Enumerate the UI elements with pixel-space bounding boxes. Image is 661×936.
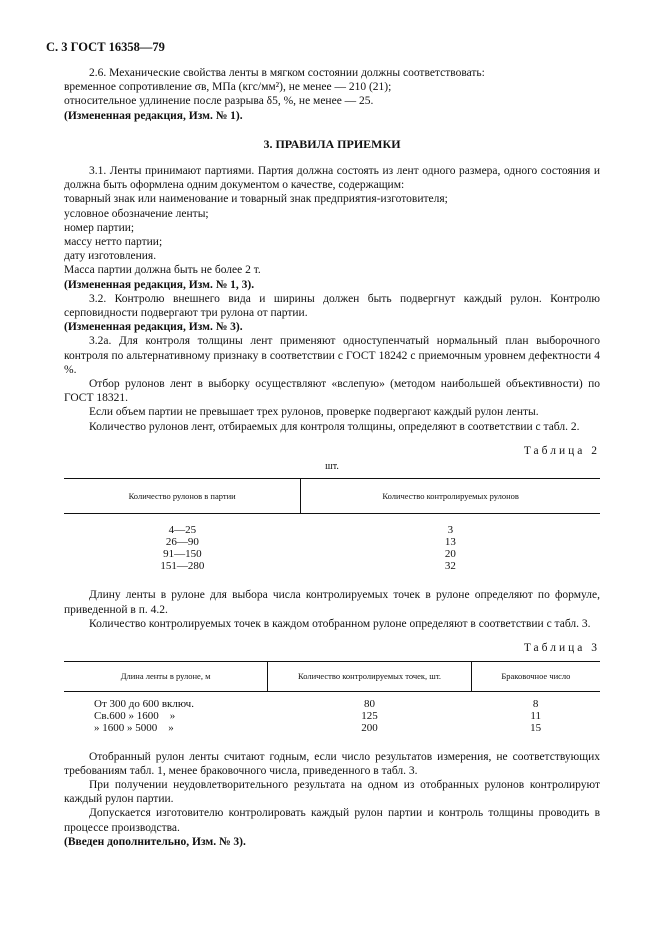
roll-length-paragraph: Длину ленты в рулоне для выбора числа контролируемых точек в рулоне определяют по формуле, приведенной в п. 4.2. xyxy=(64,589,600,616)
table-cell: 13 xyxy=(444,536,456,549)
paragraph-2-6: 2.6. Механические свойства ленты в мягком состоянии должны соответствовать: xyxy=(89,67,485,79)
amendment-note: (Измененная редакция, Изм. № 3). xyxy=(64,321,243,334)
points-count-paragraph: Количество контролируемых точек в каждом отобранном рулоне определяют в соответствии с табл. 3. xyxy=(89,617,591,630)
list-item: дату изготовления. xyxy=(64,250,157,263)
table-cell: 200 xyxy=(361,721,378,734)
table-row xyxy=(64,722,600,738)
page-header: С. 3 ГОСТ 16358—79 xyxy=(46,40,165,54)
small-batch-paragraph: Если объем партии не превышает трех рулонов, проверке подвергают каждый рулон ленты. xyxy=(89,406,539,419)
table-cell: 15 xyxy=(530,721,542,734)
unsatisfactory-result-paragraph: При получении неудовлетворительного результата на одном из отобранных рулонов контролируют каждый рулон партии. xyxy=(64,778,600,806)
list-item: номер партии; xyxy=(64,221,135,234)
section-title: 3. ПРАВИЛА ПРИЕМКИ xyxy=(263,136,401,151)
list-item: товарный знак или наименование и товарный знак предприятия-изготовителя; xyxy=(64,193,448,206)
manufacturer-control-paragraph: Допускается изготовителю контролировать каждый рулон партии и контроль толщины проводить в процессе производства. xyxy=(64,807,600,834)
table-cell: 11 xyxy=(530,709,541,722)
table-row xyxy=(64,536,600,548)
batch-mass-line: Масса партии должна быть не более 2 т. xyxy=(64,264,261,277)
table2-header-controlled: Количество контролируемых рулонов xyxy=(301,479,600,514)
paragraph-3-2a: 3.2а. Для контроля толщины лент применяют одноступенчатый нормальный план выборочного контроля по альтернативному признаку в соответствии с ГОСТ 18242 с приемочным уровнем дефектности 4 %. xyxy=(64,335,600,376)
table-cell: 26—90 xyxy=(165,536,199,549)
elongation-line: относительное удлинение после разрыва δ5, %, не менее — 25. xyxy=(64,95,374,108)
table-cell: 91—150 xyxy=(163,548,202,561)
table-cell: 3 xyxy=(447,524,454,537)
table3-header-length: Длина ленты в рулоне, м xyxy=(64,662,268,691)
amendment-note: (Измененная редакция, Изм. № 1, 3). xyxy=(64,278,255,291)
table-cell: 20 xyxy=(444,548,456,561)
table-cell: » 1600 » 5000 » xyxy=(94,721,174,734)
table-cell: 125 xyxy=(361,709,378,722)
table-row xyxy=(64,691,600,710)
table3-label: Таблица 3 xyxy=(523,642,600,655)
table-row xyxy=(64,514,600,537)
table-row xyxy=(64,710,600,722)
document-body xyxy=(64,66,600,849)
list-item: условное обозначение ленты; xyxy=(64,207,209,220)
table-cell: 151—280 xyxy=(160,560,205,573)
table2-header-batch: Количество рулонов в партии xyxy=(64,479,301,514)
table-2 xyxy=(64,478,600,576)
table-cell: 32 xyxy=(444,560,456,573)
table2-unit: шт. xyxy=(325,461,339,473)
table-row xyxy=(64,560,600,576)
table3-header-points: Количество контролируемых точек, шт. xyxy=(268,662,472,691)
accept-roll-paragraph: Отобранный рулон ленты считают годным, если число результатов измерения, не соответствующих требованиям табл. 1, менее браковочного числа, приведенного в табл. 3. xyxy=(64,750,600,777)
table-cell: 4—25 xyxy=(168,524,197,537)
paragraph-3-2: 3.2. Контролю внешнего вида и ширины должен быть подвергнут каждый рулон. Контролю серповидности подвергают три рулона от партии. xyxy=(64,292,600,320)
tensile-strength-line: временное сопротивление σв, МПа (кгс/мм²), не менее — 210 (21); xyxy=(64,81,392,94)
amendment-note: (Измененная редакция, Изм. № 1). xyxy=(64,109,243,122)
table-cell: От 300 до 600 включ. xyxy=(94,697,194,710)
list-item: массу нетто партии; xyxy=(64,236,163,249)
table3-header-reject: Браковочное число xyxy=(471,662,600,691)
table-3 xyxy=(64,661,600,737)
table-cell: Св.600 » 1600 » xyxy=(94,709,176,722)
table2-reference-paragraph: Количество рулонов лент, отбираемых для контроля толщины, определяют в соответствии с табл. 2. xyxy=(89,420,580,433)
paragraph-3-1: 3.1. Ленты принимают партиями. Партия должна состоять из лент одного размера, одного состояния и должна быть оформлена одним документом о качестве, содержащим: xyxy=(64,165,600,192)
amendment-note: (Введен дополнительно, Изм. № 3). xyxy=(64,835,246,848)
table-row xyxy=(64,548,600,560)
table-cell: 8 xyxy=(532,697,539,710)
table2-label: Таблица 2 xyxy=(523,444,600,457)
table-cell: 80 xyxy=(364,697,375,710)
sampling-paragraph: Отбор рулонов лент в выборку осуществляют «вслепую» (методом наибольшей объективности) по ГОСТ 18321. xyxy=(64,378,600,405)
